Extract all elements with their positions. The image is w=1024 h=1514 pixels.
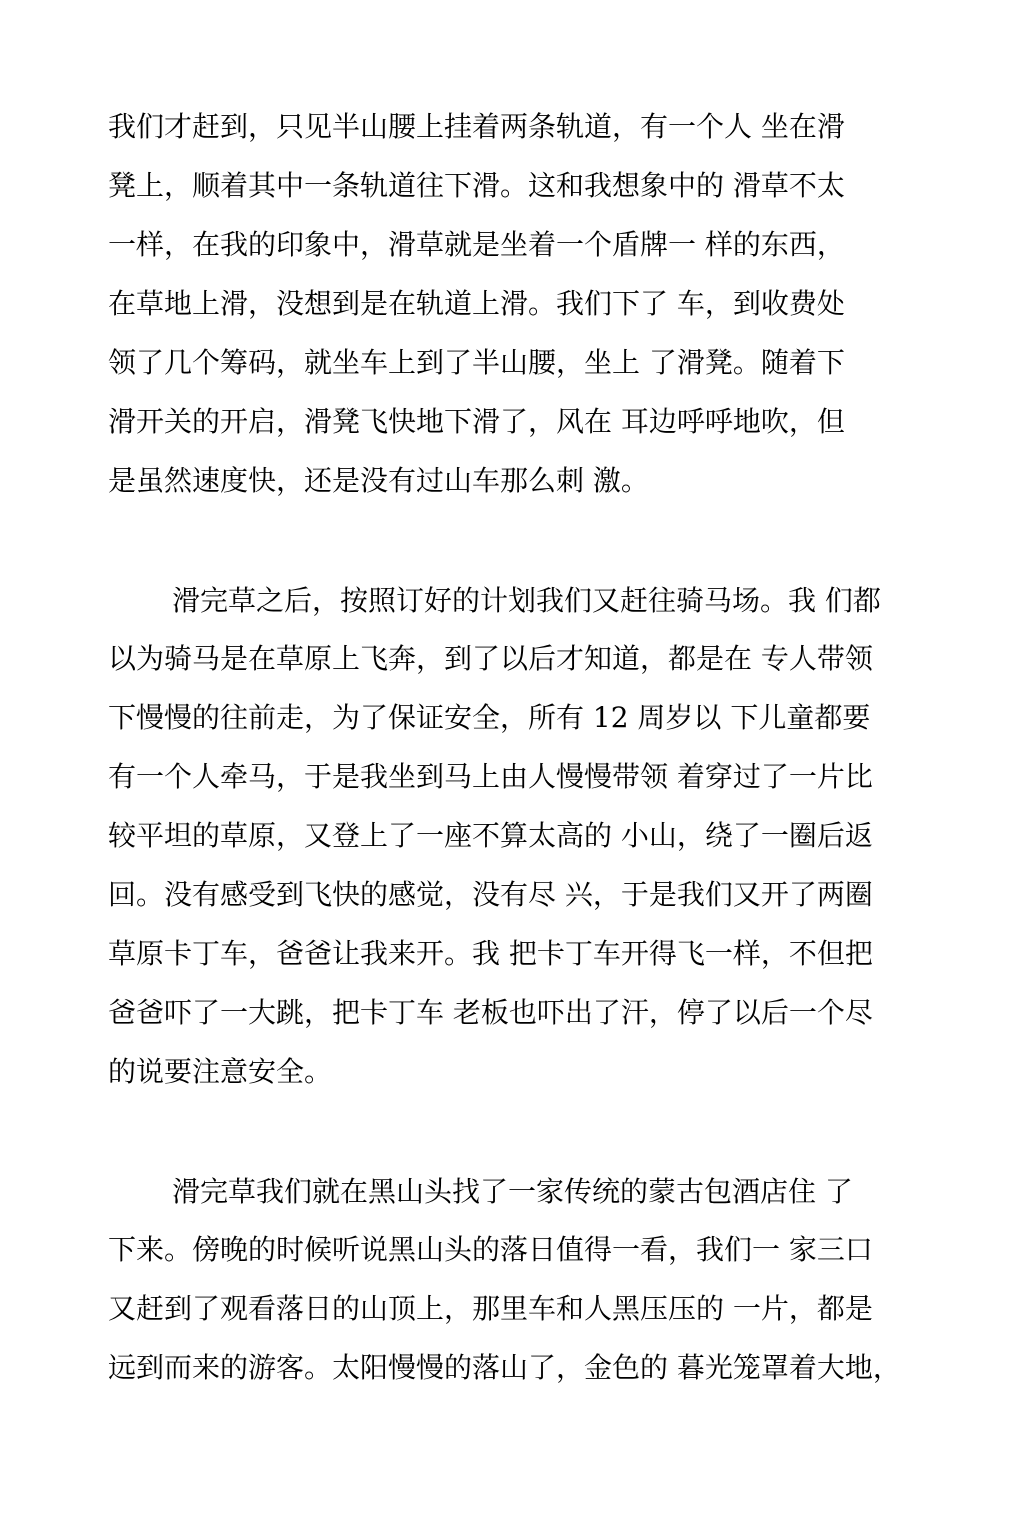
paragraph-line: 爸爸吓了一大跳，把卡丁车 老板也吓出了汗，停了以后一个尽 — [108, 996, 873, 1029]
paragraph-line: 凳上，顺着其中一条轨道往下滑。这和我想象中的 滑草不太 — [108, 169, 845, 202]
paragraph-line: 一样，在我的印象中，滑草就是坐着一个盾牌一 样的东西， — [108, 228, 845, 261]
paragraph-line: 滑完草之后，按照订好的计划我们又赶往骑马场。我 们都 — [172, 584, 881, 617]
paragraph-line: 我们才赶到，只见半山腰上挂着两条轨道，有一个人 坐在滑 — [108, 110, 845, 143]
paragraph-line: 回。没有感受到飞快的感觉，没有尽 兴，于是我们又开了两圈 — [108, 878, 873, 911]
paragraph-line: 较平坦的草原，又登上了一座不算太高的 小山，绕了一圈后返 — [108, 819, 873, 852]
paragraph-line: 领了几个筹码，就坐车上到了半山腰，坐上 了滑凳。随着下 — [108, 346, 845, 379]
paragraph-line: 以为骑马是在草原上飞奔，到了以后才知道，都是在 专人带领 — [108, 642, 873, 675]
paragraph-line: 下慢慢的往前走，为了保证安全，所有 12 周岁以 下儿童都要 — [108, 701, 871, 734]
paragraph-line: 下来。傍晚的时候听说黑山头的落日值得一看，我们一 家三口 — [108, 1233, 873, 1266]
paragraph-line: 在草地上滑，没想到是在轨道上滑。我们下了 车，到收费处 — [108, 287, 845, 320]
paragraph-line: 滑完草我们就在黑山头找了一家传统的蒙古包酒店住 了 — [172, 1175, 853, 1208]
paragraph-line: 远到而来的游客。太阳慢慢的落山了，金色的 暮光笼罩着大地， — [108, 1351, 901, 1384]
paragraph-line: 有一个人牵马，于是我坐到马上由人慢慢带领 着穿过了一片比 — [108, 760, 873, 793]
paragraph-line: 又赶到了观看落日的山顶上，那里车和人黑压压的 一片，都是 — [108, 1292, 873, 1325]
paragraph-line: 的说要注意安全。 — [108, 1055, 333, 1088]
paragraph-line: 是虽然速度快，还是没有过山车那么刺 激。 — [108, 464, 649, 497]
paragraph-line: 草原卡丁车，爸爸让我来开。我 把卡丁车开得飞一样，不但把 — [108, 937, 873, 970]
paragraph-line: 滑开关的开启，滑凳飞快地下滑了，风在 耳边呼呼地吹，但 — [108, 405, 845, 438]
